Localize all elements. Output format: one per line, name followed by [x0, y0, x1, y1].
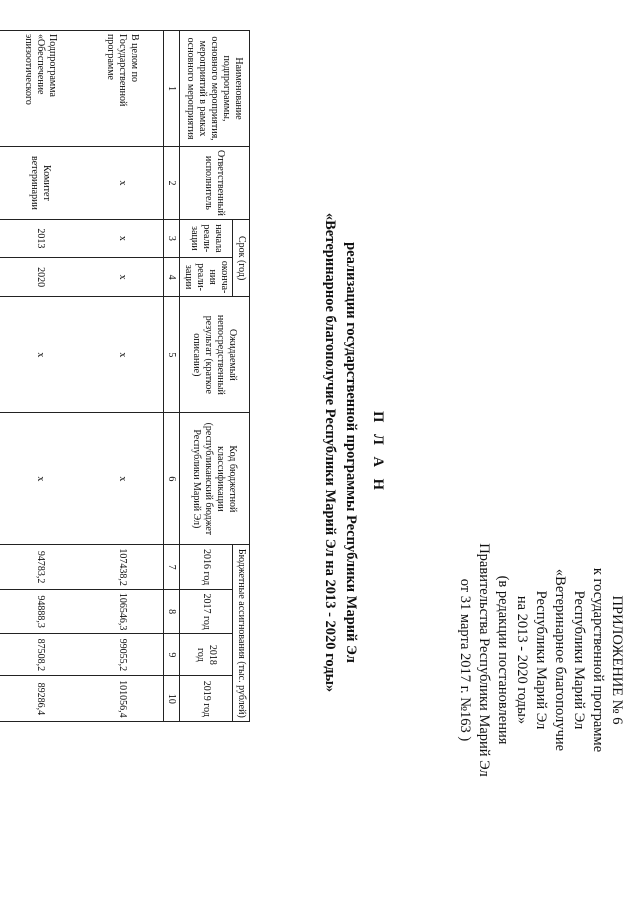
- column-number: 1: [164, 31, 180, 147]
- header-year-2019: 2019 год: [180, 676, 233, 722]
- column-number: 3: [164, 219, 180, 257]
- row-name: В целом по Государственной программе: [81, 31, 164, 147]
- row-start: х: [81, 219, 164, 257]
- header-result: Ожидаемый непосредственный результат (краткое описание): [180, 297, 250, 413]
- column-number: 8: [164, 589, 180, 634]
- column-number: 9: [164, 634, 180, 676]
- header-budget: Бюджетные ассигнования (тыс. рублей): [233, 545, 250, 722]
- header-year-2017: 2017 год: [180, 589, 233, 634]
- header-executor: Ответственный исполнитель: [180, 147, 250, 220]
- row-start: 2013: [0, 219, 81, 257]
- header-term-end: оконча-ния реали-зации: [180, 257, 233, 297]
- row-2017: 94888,3: [0, 589, 81, 634]
- row-2019: 101056,4: [81, 676, 164, 722]
- row-executor: Комитет ветеринарии: [0, 147, 81, 220]
- column-number: 6: [164, 413, 180, 545]
- row-2016: 107438,2: [81, 545, 164, 590]
- annex-line: «Ветеринарное благополучие: [552, 568, 568, 752]
- row-code: х: [81, 413, 164, 545]
- row-end: 2020: [0, 257, 81, 297]
- row-result: х: [81, 297, 164, 413]
- row-executor: х: [81, 147, 164, 220]
- column-number: 7: [164, 545, 180, 590]
- row-name: Подпрограмма «Обеспечение эпизоотического: [0, 31, 81, 147]
- annex-line: Правительства Республики Марий Эл: [476, 543, 492, 777]
- row-2016: 94783,2: [0, 545, 81, 590]
- column-number: 2: [164, 147, 180, 220]
- header-term: Срок (год): [233, 219, 250, 297]
- header-year-2018: 2018 год: [180, 634, 233, 676]
- header-name: Наименование подпрограммы, основного мероприятия, мероприятий в рамках основного мероприятия: [180, 31, 250, 147]
- plan-title-block: [319, 0, 388, 905]
- row-result: х: [0, 297, 81, 413]
- table-row: [0, 31, 81, 722]
- header-term-start: начала реали-зации: [180, 219, 233, 257]
- column-number-row: [164, 31, 180, 722]
- annex-line: (в редакции постановления: [495, 575, 511, 745]
- column-number: 4: [164, 257, 180, 297]
- annex-line: на 2013 - 2020 годы»: [514, 595, 530, 725]
- row-end: х: [81, 257, 164, 297]
- row-2017: 106546,3: [81, 589, 164, 634]
- plan-subtitle: реализации государственной программы Республики Марий Эл: [343, 242, 359, 663]
- row-2019: 89286,4: [0, 676, 81, 722]
- annex-block: [455, 520, 626, 800]
- header-year-2016: 2016 год: [180, 545, 233, 590]
- column-number: 5: [164, 297, 180, 413]
- annex-line: к государственной программе: [590, 567, 606, 753]
- table-row: [81, 31, 164, 722]
- row-code: х: [0, 413, 81, 545]
- row-2018: 99055,2: [81, 634, 164, 676]
- plan-program-name: «Ветеринарное благополучие Республики Марий Эл на 2013 - 2020 годы»: [322, 212, 338, 693]
- plan-heading: П Л А Н: [370, 411, 386, 494]
- header-row: [233, 31, 250, 722]
- annex-line: Республики Марий Эл: [533, 590, 549, 730]
- column-number: 10: [164, 676, 180, 722]
- plan-table: [0, 30, 250, 722]
- annex-title: ПРИЛОЖЕНИЕ № 6: [609, 595, 625, 725]
- header-code: Код бюджетной классификации (республиканский бюджет Республики Марий Эл): [180, 413, 250, 545]
- annex-line: от 31 марта 2017 г. №163 ): [457, 578, 473, 742]
- row-2018: 87508,2: [0, 634, 81, 676]
- annex-line: Республики Марий Эл: [571, 590, 587, 730]
